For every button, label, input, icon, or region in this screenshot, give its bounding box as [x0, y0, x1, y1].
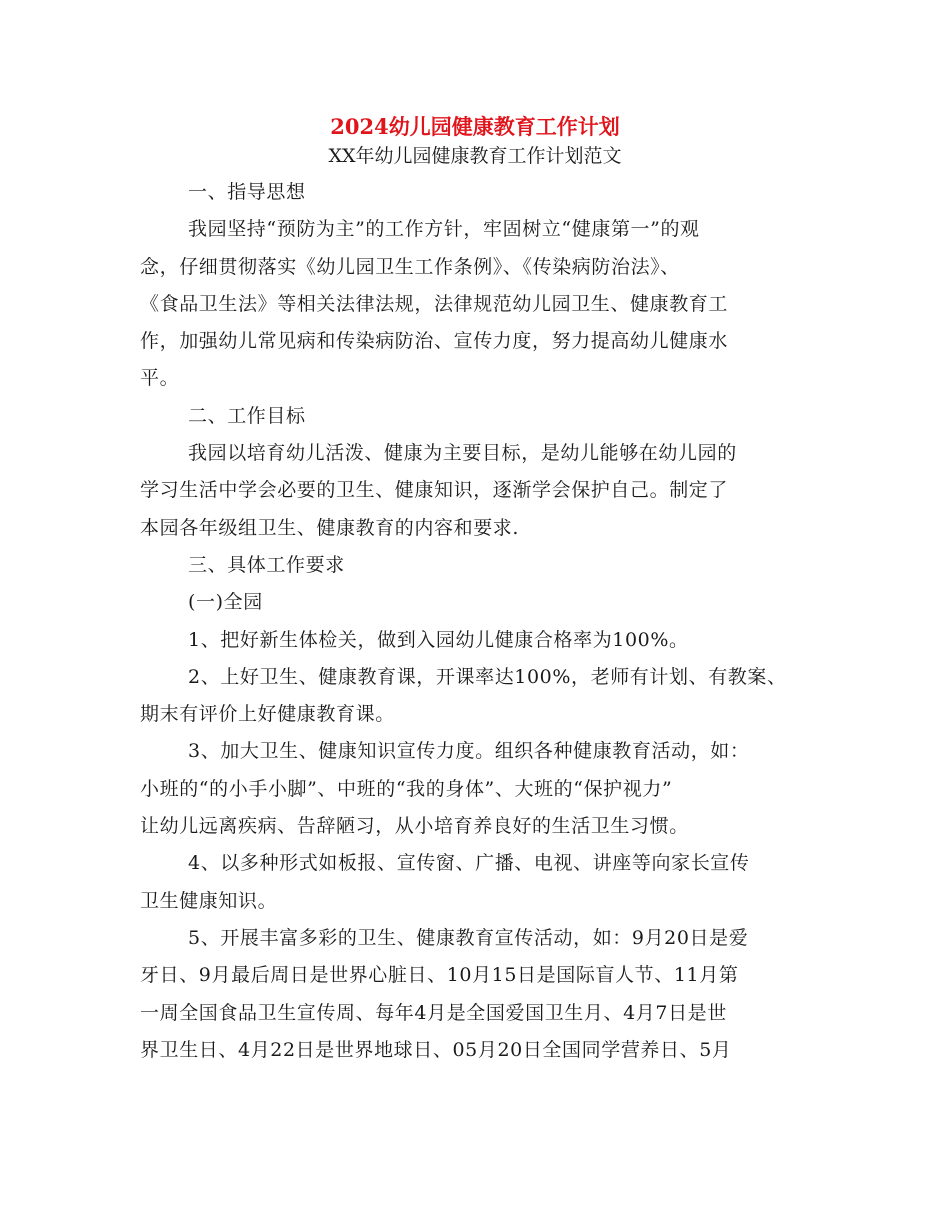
body-line: 学习生活中学会必要的卫生、健康知识，逐渐学会保护自己。制定了: [140, 479, 729, 502]
body-line: 《食品卫生法》等相关法律法规，法律规范幼儿园卫生、健康教育工: [140, 292, 729, 315]
body-line: 界卫生日、4月22日是世界地球日、05月20日全国同学营养日、5月: [140, 1038, 732, 1061]
body-line: 5、开展丰富多彩的卫生、健康教育宣传活动，如：9月20日是爱: [188, 926, 749, 949]
body-line: 让幼儿远离疾病、告辞陋习，从小培育养良好的生活卫生习惯。: [140, 815, 689, 838]
body-line: 2、上好卫生、健康教育课，开课率达100%，老师有计划、有教案、: [188, 665, 787, 688]
body-line: 期末有评价上好健康教育课。: [140, 703, 395, 726]
body-line: 卫生健康知识。: [140, 889, 278, 912]
body-line: 4、以多种形式如板报、宣传窗、广播、电视、讲座等向家长宣传: [188, 852, 750, 875]
body-line: 牙日、9月最后周日是世界心脏日、10月15日是国际盲人节、11月第: [140, 964, 739, 987]
body-line: 3、加大卫生、健康知识宣传力度。组织各种健康教育活动，如：: [188, 740, 750, 763]
body-line: 1、把好新生体检关，做到入园幼儿健康合格率为100%。: [188, 628, 689, 651]
body-line: 我园以培育幼儿活泼、健康为主要目标，是幼儿能够在幼儿园的: [188, 442, 737, 465]
body-line: 小班的“的小手小脚”、中班的“我的身体”、大班的“保护视力”: [140, 777, 673, 800]
body-line: 念，仔细贯彻落实《幼儿园卫生工作条例》、《传染病防治法》、: [140, 255, 680, 278]
document-title: 2024幼儿园健康教育工作计划: [330, 114, 620, 139]
body-line: 一周全国食品卫生宣传周、每年4月是全国爱国卫生月、4月7日是世: [140, 1001, 727, 1024]
body-line: 二、工作目标: [188, 404, 306, 427]
body-line: 一、指导思想: [188, 181, 306, 203]
body-line: 三、具体工作要求: [188, 553, 345, 576]
body-line: 平。: [140, 367, 180, 390]
body-line: 我园坚持“预防为主”的工作方针，牢固树立“健康第一”的观: [188, 218, 700, 241]
document-body: [140, 174, 840, 1069]
body-line: (一)全园: [188, 591, 263, 614]
body-line: 本园各年级组卫生、健康教育的内容和要求.: [140, 516, 520, 539]
document-subtitle: XX年幼儿园健康教育工作计划范文: [328, 145, 622, 167]
body-line: 作，加强幼儿常见病和传染病防治、宣传力度，努力提高幼儿健康水: [140, 330, 729, 353]
